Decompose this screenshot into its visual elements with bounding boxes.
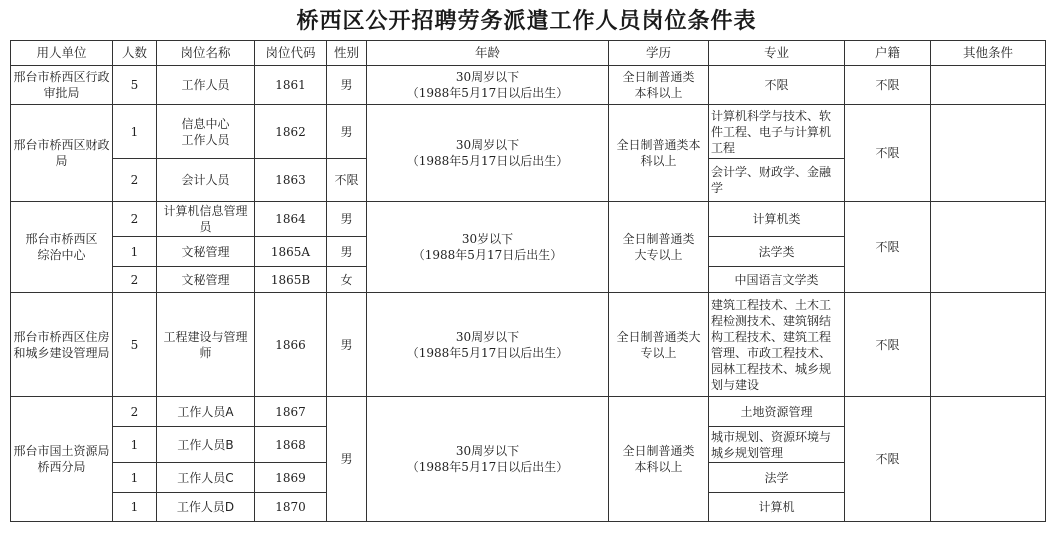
other-conditions-cell	[931, 105, 1046, 202]
count-cell: 2	[113, 267, 157, 293]
count-cell: 2	[113, 159, 157, 202]
major-cell: 中国语言文学类	[709, 267, 845, 293]
count-cell: 5	[113, 293, 157, 397]
gender-cell: 女	[327, 267, 367, 293]
other-conditions-cell	[931, 293, 1046, 397]
major-cell: 会计学、财政学、金融学	[709, 159, 845, 202]
code-cell: 1861	[255, 66, 327, 105]
major-cell: 计算机类	[709, 202, 845, 237]
gender-cell: 男	[327, 237, 367, 267]
education-cell: 全日制普通类 本科以上	[609, 397, 709, 522]
unit-cell: 邢台市桥西区财政局	[11, 105, 113, 202]
count-cell: 1	[113, 463, 157, 493]
header-cell: 岗位代码	[255, 41, 327, 66]
page-title: 桥西区公开招聘劳务派遣工作人员岗位条件表	[296, 9, 757, 34]
table-row	[11, 66, 1046, 105]
header-cell: 性别	[327, 41, 367, 66]
code-cell: 1868	[255, 427, 327, 463]
position-cell: 工作人员	[157, 66, 255, 105]
position-cell: 工作人员D	[157, 493, 255, 522]
major-cell: 建筑工程技术、土木工程检测技术、建筑钢结构工程技术、建筑工程管理、市政工程技术、园林工程技术、城乡规划与建设	[709, 293, 845, 397]
code-cell: 1870	[255, 493, 327, 522]
education-cell: 全日制普通类本科以上	[609, 105, 709, 202]
count-cell: 1	[113, 105, 157, 159]
age-cell: 30周岁以下 （1988年5月17日以后出生）	[367, 293, 609, 397]
huji-cell: 不限	[845, 105, 931, 202]
other-conditions-cell	[931, 202, 1046, 293]
header-cell: 专业	[709, 41, 845, 66]
major-cell: 城市规划、资源环境与城乡规划管理	[709, 427, 845, 463]
count-cell: 2	[113, 397, 157, 427]
major-cell: 计算机	[709, 493, 845, 522]
position-cell: 工程建设与管理师	[157, 293, 255, 397]
header-cell: 岗位名称	[157, 41, 255, 66]
code-cell: 1867	[255, 397, 327, 427]
age-cell: 30周岁以下 （1988年5月17日以后出生）	[367, 105, 609, 202]
age-cell: 30周岁以下 （1988年5月17日以后出生）	[367, 397, 609, 522]
position-cell: 文秘管理	[157, 267, 255, 293]
education-cell: 全日制普通类大专以上	[609, 293, 709, 397]
huji-cell: 不限	[845, 293, 931, 397]
header-cell: 学历	[609, 41, 709, 66]
major-cell: 不限	[709, 66, 845, 105]
unit-cell: 邢台市桥西区 综治中心	[11, 202, 113, 293]
education-cell: 全日制普通类 大专以上	[609, 202, 709, 293]
table-row	[11, 397, 1046, 427]
header-row	[11, 41, 1046, 66]
header-cell: 其他条件	[931, 41, 1046, 66]
age-cell: 30周岁以下 （1988年5月17日以后出生）	[367, 66, 609, 105]
gender-cell: 不限	[327, 159, 367, 202]
gender-cell: 男	[327, 105, 367, 159]
major-cell: 土地资源管理	[709, 397, 845, 427]
code-cell: 1864	[255, 202, 327, 237]
position-cell: 文秘管理	[157, 237, 255, 267]
code-cell: 1863	[255, 159, 327, 202]
count-cell: 1	[113, 237, 157, 267]
huji-cell: 不限	[845, 397, 931, 522]
job-conditions-table	[10, 40, 1046, 522]
gender-cell: 男	[327, 202, 367, 237]
position-cell: 会计人员	[157, 159, 255, 202]
age-cell: 30岁以下 （1988年5月17日后出生）	[367, 202, 609, 293]
huji-cell: 不限	[845, 66, 931, 105]
header-cell: 人数	[113, 41, 157, 66]
header-cell: 年龄	[367, 41, 609, 66]
table-row	[11, 293, 1046, 397]
other-conditions-cell	[931, 66, 1046, 105]
major-cell: 法学	[709, 463, 845, 493]
code-cell: 1865B	[255, 267, 327, 293]
major-cell: 计算机科学与技术、软件工程、电子与计算机工程	[709, 105, 845, 159]
position-cell: 工作人员C	[157, 463, 255, 493]
unit-cell: 邢台市国土资源局桥西分局	[11, 397, 113, 522]
education-cell: 全日制普通类 本科以上	[609, 66, 709, 105]
count-cell: 5	[113, 66, 157, 105]
table-row	[11, 105, 1046, 159]
position-cell: 信息中心 工作人员	[157, 105, 255, 159]
code-cell: 1866	[255, 293, 327, 397]
table-row	[11, 202, 1046, 237]
count-cell: 1	[113, 493, 157, 522]
code-cell: 1865A	[255, 237, 327, 267]
header-cell: 用人单位	[11, 41, 113, 66]
gender-cell: 男	[327, 66, 367, 105]
major-cell: 法学类	[709, 237, 845, 267]
unit-cell: 邢台市桥西区行政审批局	[11, 66, 113, 105]
huji-cell: 不限	[845, 202, 931, 293]
header-cell: 户籍	[845, 41, 931, 66]
other-conditions-cell	[931, 397, 1046, 522]
gender-cell: 男	[327, 397, 367, 522]
count-cell: 2	[113, 202, 157, 237]
position-cell: 计算机信息管理员	[157, 202, 255, 237]
code-cell: 1862	[255, 105, 327, 159]
code-cell: 1869	[255, 463, 327, 493]
position-cell: 工作人员A	[157, 397, 255, 427]
count-cell: 1	[113, 427, 157, 463]
position-cell: 工作人员B	[157, 427, 255, 463]
unit-cell: 邢台市桥西区住房和城乡建设管理局	[11, 293, 113, 397]
gender-cell: 男	[327, 293, 367, 397]
